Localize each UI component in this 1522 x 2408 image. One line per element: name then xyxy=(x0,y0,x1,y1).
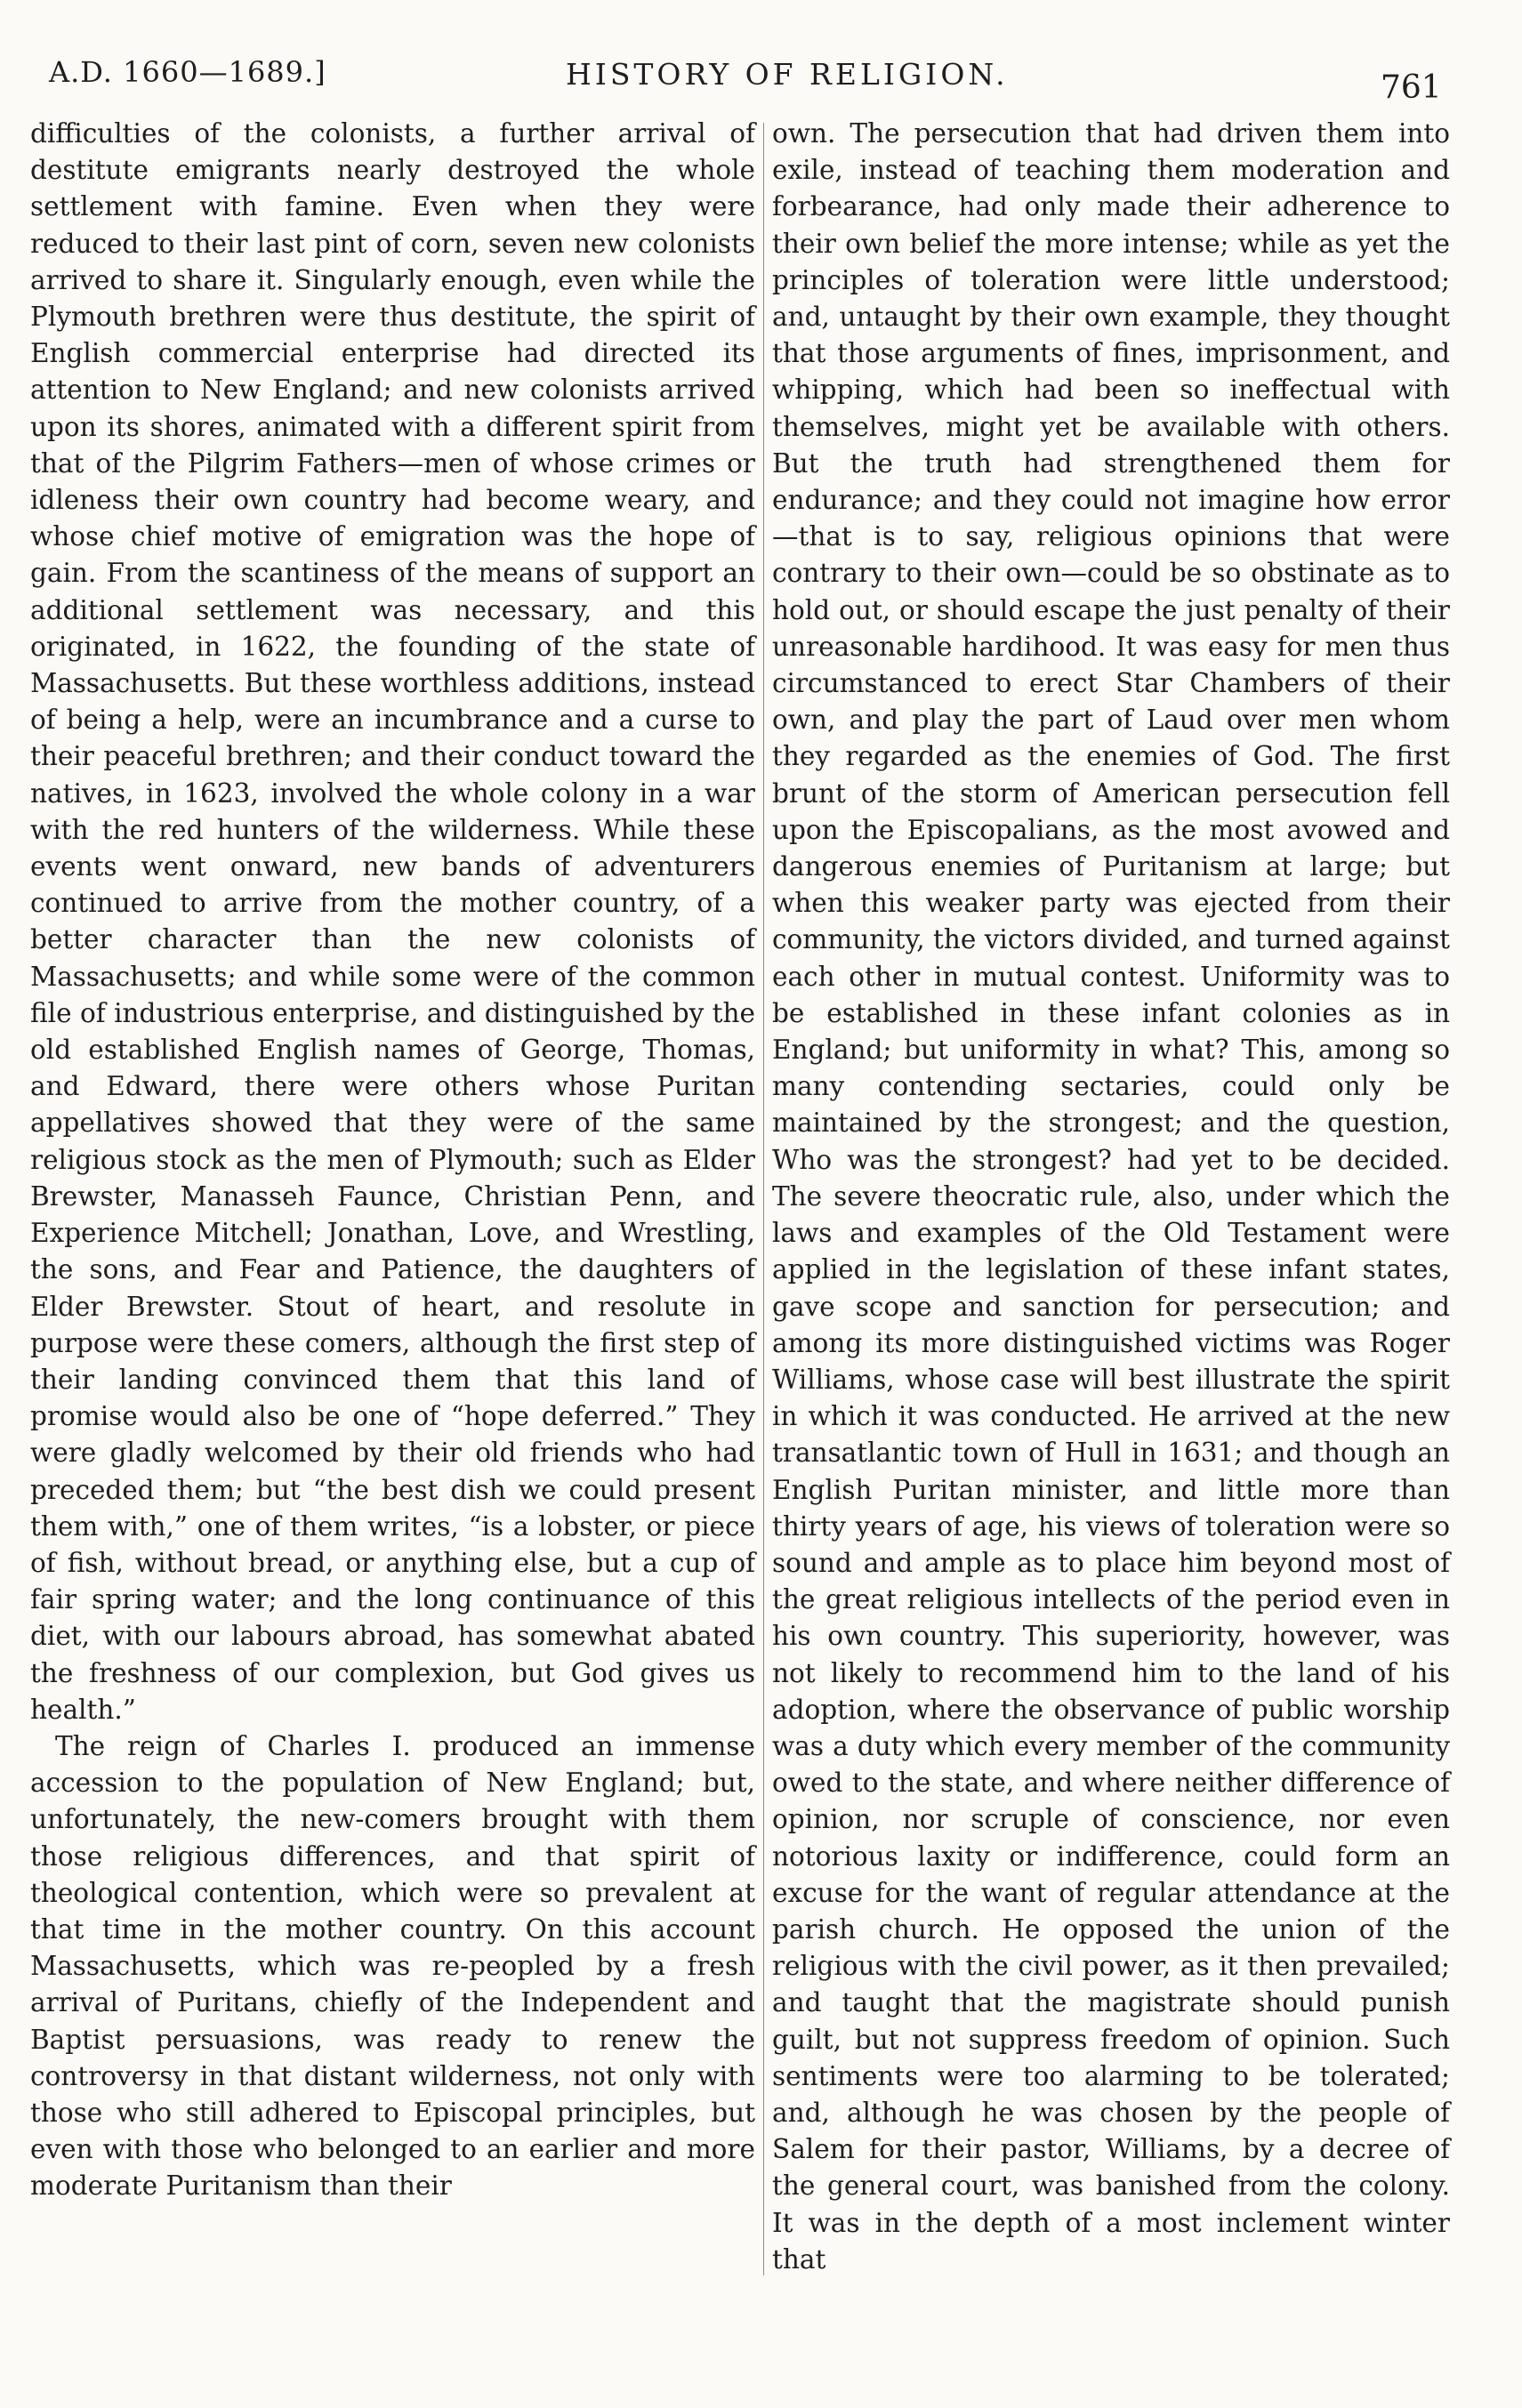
left-paragraph-2: The reign of Charles I. produced an immense accession to the population of New England; but, unfortunately, the new-comers brought with them those religious differences, and that spirit of theological contention, which were so prevalent at that time in the mother country. On this account Massachusetts, which was re-peopled by a fresh arrival of Puritans, chiefly of the Independent and Baptist persuasions, was ready to renew the controversy in that distant wilderness, not only with those who still adhered to Episcopal principles, but even with those who belonged to an earlier and more moderate Puritanism than their xyxy=(30,1730,755,2202)
header-date-range: A.D. 1660—1689.] xyxy=(49,55,326,89)
header-running-title: HISTORY OF RELIGION. xyxy=(566,57,1009,92)
column-divider xyxy=(763,123,764,2275)
header-page-number: 761 xyxy=(1381,69,1442,106)
right-column xyxy=(772,116,1450,2278)
running-header xyxy=(0,44,1522,106)
left-column xyxy=(30,116,755,2205)
right-paragraph-1: own. The persecution that had driven them into exile, instead of teaching them moderation and forbearance, had only made their adherence to their own belief the more intense; while as yet the principles of toleration were little understood; and, untaught by their own example, they thought that those arguments of fines, imprisonment, and whipping, which had been so ineffectual with themselves, might yet be available with others. But the truth had strengthened them for endurance; and they could not imagine how error—that is to say, religious opinions that were contrary to their own—could be so obstinate as to hold out, or should escape the just penalty of their unreasonable hardihood. It was easy for men thus circumstanced to erect Star Chambers of their own, and play the part of Laud over men whom they regarded as the enemies of God. The first brunt of the storm of American persecution fell upon the Episcopalians, as the most avowed and dangerous enemies of Puritanism at large; but when this weaker party was ejected from their community, the victors divided, and turned against each other in mutual contest. Uniformity was to be established in these infant colonies as in England; but uniformity in what? This, among so many contending sectaries, could only be maintained by the strongest; and the question, Who was the strongest? had yet to be decided. The severe theocratic rule, also, under which the laws and examples of the Old Testament were applied in the legislation of these infant states, gave scope and sanction for persecution; and among its more distinguished victims was Roger Williams, whose case will best illustrate the spirit in which it was conducted. He arrived at the new transatlantic town of Hull in 1631; and though an English Puritan minister, and little more than thirty years of age, his views of toleration were so sound and ample as to place him beyond most of the great religious intellects of the period even in his own country. This superiority, however, was not likely to recommend him to the land of his adoption, where the observance of public worship was a duty which every member of the community owed to the state, and where neither difference of opinion, nor scruple of conscience, nor even notorious laxity or indifference, could form an excuse for the want of regular attendance at the parish church. He opposed the union of the religious with the civil power, as it then prevailed; and taught that the magistrate should punish guilt, but not suppress freedom of opinion. Such sentiments were too alarming to be tolerated; and, although he was chosen by the people of Salem for their pastor, Williams, by a decree of the general court, was banished from the colony. It was in the depth of a most inclement winter that xyxy=(772,118,1450,2275)
left-paragraph-1: difficulties of the colonists, a further arrival of destitute emigrants nearly destroyed the whole settlement with famine. Even when they were reduced to their last pint of corn, seven new colonists arrived to share it. Singularly enough, even while the Plymouth brethren were thus destitute, the spirit of English commercial enterprise had directed its attention to New England; and new colonists arrived upon its shores, animated with a different spirit from that of the Pilgrim Fathers—men of whose crimes or idleness their own country had become weary, and whose chief motive of emigration was the hope of gain. From the scantiness of the means of support an additional settlement was necessary, and this originated, in 1622, the founding of the state of Massachusetts. But these worthless additions, instead of being a help, were an incumbrance and a curse to their peaceful brethren; and their conduct toward the natives, in 1623, involved the whole colony in a war with the red hunters of the wilderness. While these events went onward, new bands of adventurers continued to arrive from the mother country, of a better character than the new colonists of Massachusetts; and while some were of the common file of industrious enterprise, and distinguished by the old established English names of George, Thomas, and Edward, there were others whose Puritan appellatives showed that they were of the same religious stock as the men of Plymouth; such as Elder Brewster, Manasseh Faunce, Christian Penn, and Experience Mitchell; Jonathan, Love, and Wrestling, the sons, and Fear and Patience, the daughters of Elder Brewster. Stout of heart, and resolute in purpose were these comers, although the first step of their landing convinced them that this land of promise would also be one of “hope deferred.” They were gladly welcomed by their old friends who had preceded them; but “the best dish we could present them with,” one of them writes, “is a lobster, or piece of fish, without bread, or anything else, but a cup of fair spring water; and the long continuance of this diet, with our labours abroad, has somewhat abated the freshness of our complexion, but God gives us health.” xyxy=(30,118,755,1725)
